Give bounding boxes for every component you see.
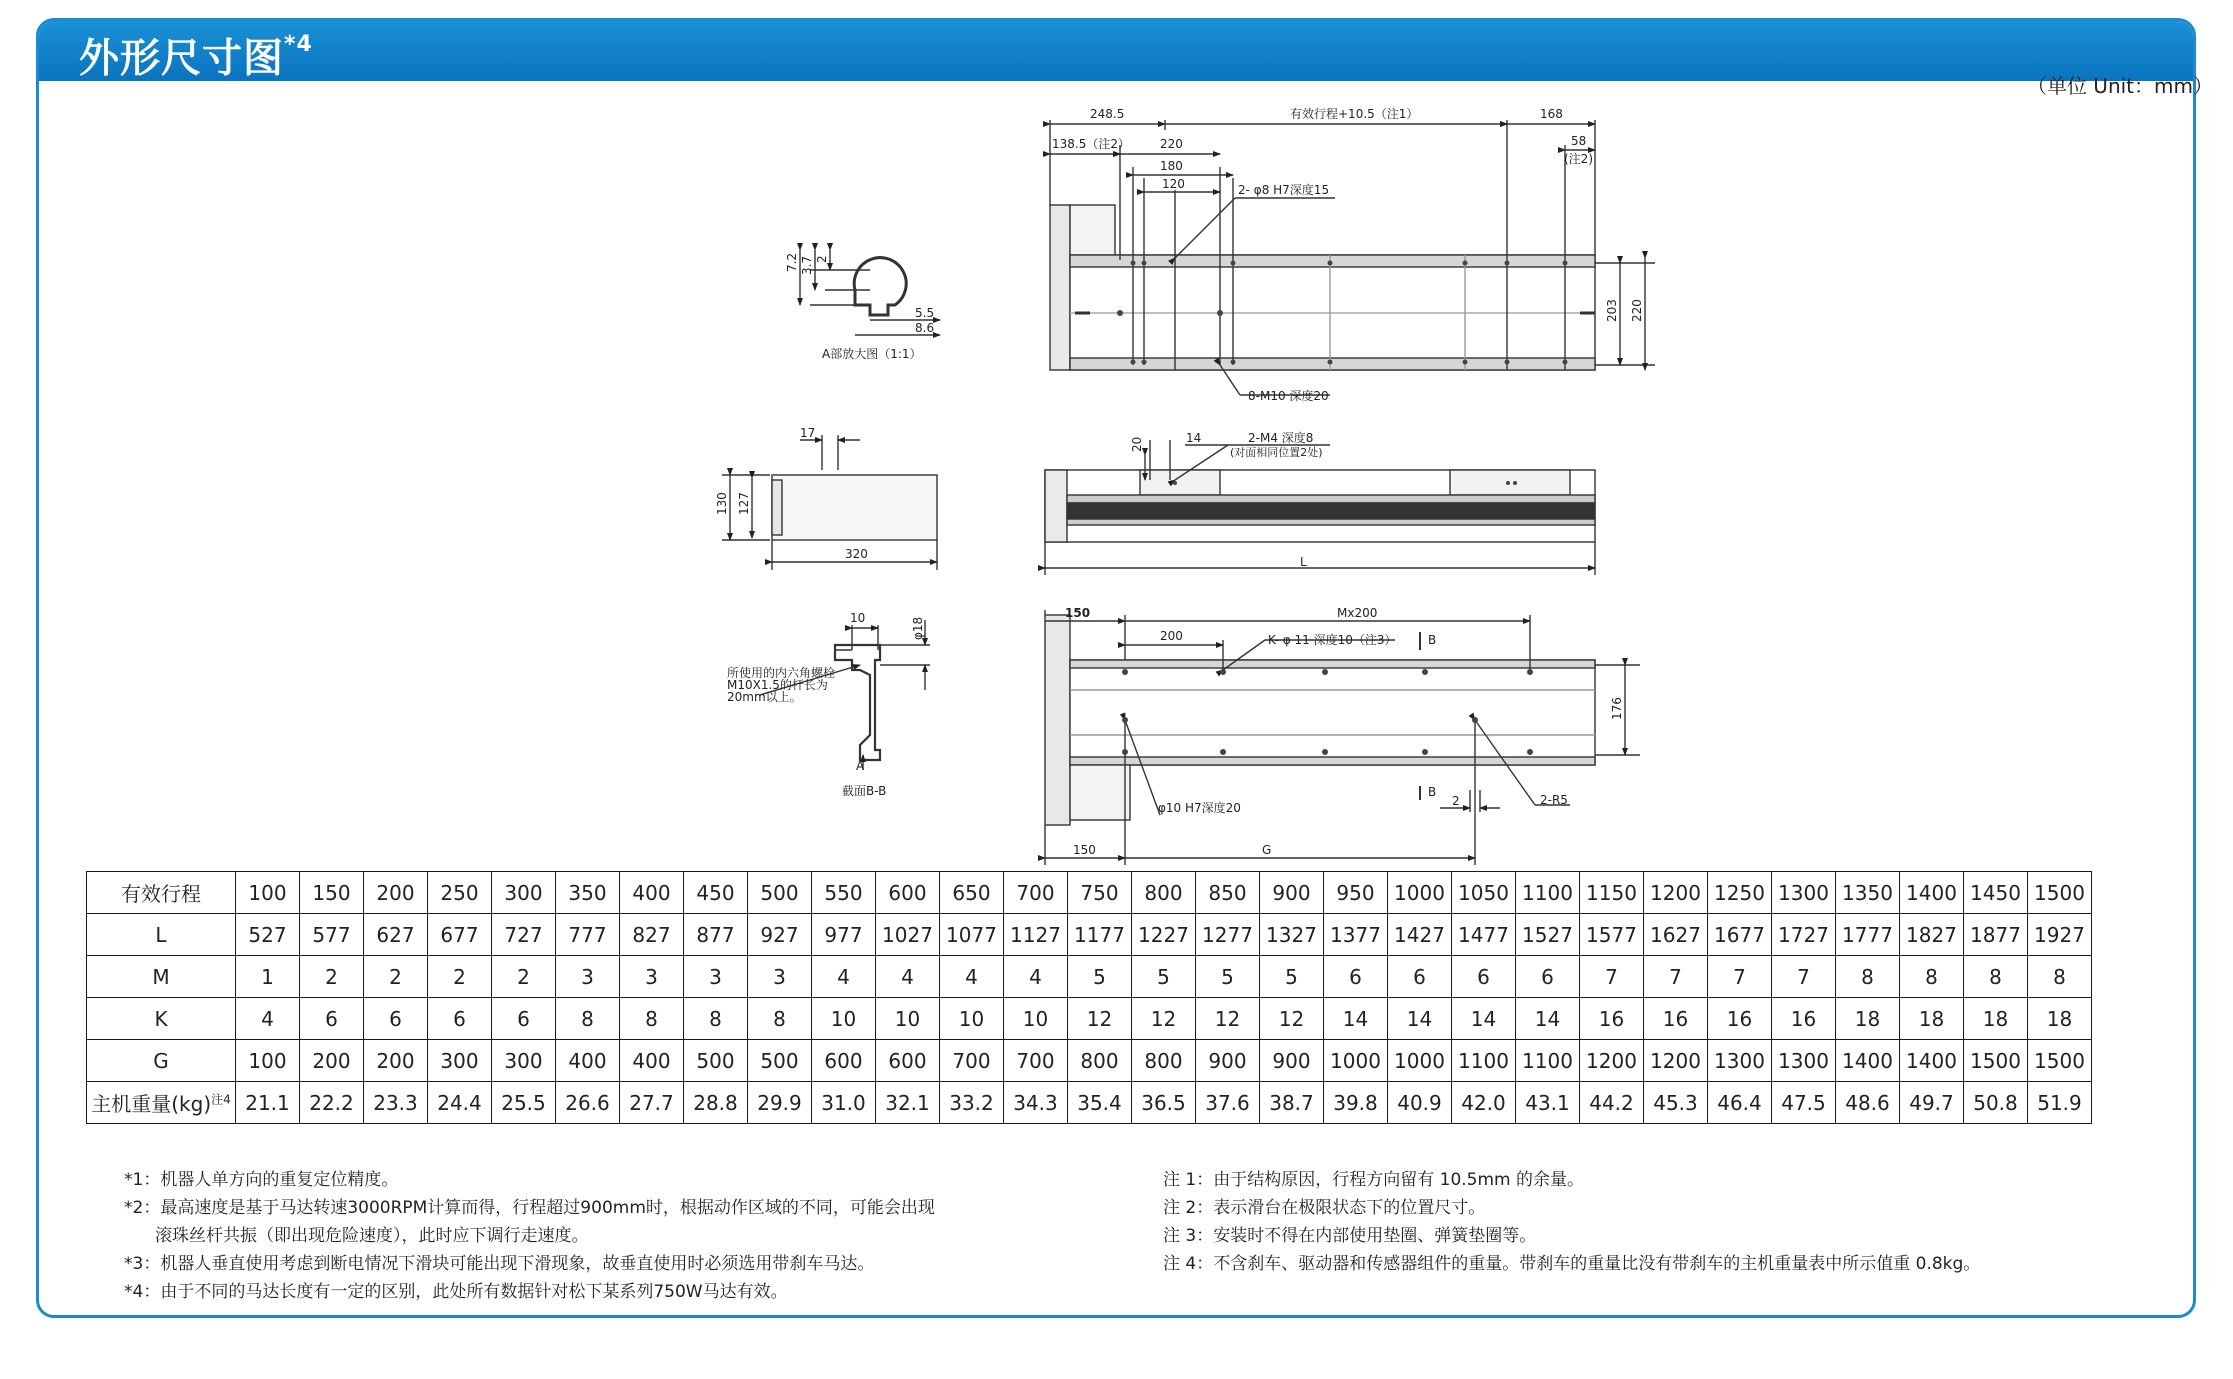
section-bb-caption: 截面B-B [842,784,887,798]
dim-220-side: 220 [1630,299,1644,322]
table-cell: 800 [1132,872,1196,914]
row-header: 有效行程 [87,872,236,914]
notes-left [124,1166,935,1306]
table-cell: 1000 [1388,1040,1452,1082]
table-cell: 2 [428,956,492,998]
dim-10: 10 [850,611,866,625]
table-cell: 1727 [1772,914,1836,956]
end-view [722,435,937,570]
table-cell: 25.5 [492,1082,556,1124]
dim-2: 2 [815,255,829,263]
table-cell: 3 [620,956,684,998]
table-cell: 450 [684,872,748,914]
dim-168: 168 [1540,107,1563,121]
table-cell: 400 [620,872,684,914]
table-cell: 43.1 [1516,1082,1580,1124]
table-cell: 1177 [1068,914,1132,956]
table-cell: 1300 [1708,1040,1772,1082]
table-cell: 7 [1708,956,1772,998]
table-cell: 1477 [1452,914,1516,956]
table-cell: 1927 [2028,914,2092,956]
table-cell: 23.3 [364,1082,428,1124]
tap-label: 8-M10 深度20 [1248,389,1329,403]
note-line: *4：由于不同的马达长度有一定的区别，此处所有数据针对松下某系列750W马达有效。 [124,1282,788,1302]
table-cell: 4 [940,956,1004,998]
table-cell: 7 [1644,956,1708,998]
table-cell: 18 [1964,998,2028,1040]
table-cell: 16 [1580,998,1644,1040]
table-cell: 38.7 [1260,1082,1324,1124]
table-cell: 12 [1068,998,1132,1040]
table-cell: 800 [1132,1040,1196,1082]
table-cell: 1400 [1900,872,1964,914]
table-cell: 400 [556,1040,620,1082]
note-line: 滚珠丝杆共振（即出现危险速度），此时应下调行走速度。 [155,1226,589,1246]
table-cell: 5 [1068,956,1132,998]
table-cell: 300 [428,1040,492,1082]
table-cell: 6 [1324,956,1388,998]
table-cell: 21.1 [236,1082,300,1124]
table-cell: 3 [748,956,812,998]
table-cell: 500 [684,1040,748,1082]
table-row [87,914,2092,956]
table-cell: 1227 [1132,914,1196,956]
table-cell: 50.8 [1964,1082,2028,1124]
table-cell: 977 [812,914,876,956]
row-header: L [87,914,236,956]
mark-a: A [856,759,865,773]
table-cell: 1027 [876,914,940,956]
table-cell: 32.1 [876,1082,940,1124]
table-cell: 16 [1644,998,1708,1040]
table-cell: 1500 [1964,1040,2028,1082]
row-header: G [87,1040,236,1082]
table-cell: 250 [428,872,492,914]
table-cell: 24.4 [428,1082,492,1124]
row-header: M [87,956,236,998]
table-cell: 700 [1004,872,1068,914]
table-cell: 34.3 [1004,1082,1068,1124]
table-cell: 8 [684,998,748,1040]
table-cell: 18 [1900,998,1964,1040]
table-cell: 777 [556,914,620,956]
table-cell: 1577 [1580,914,1644,956]
table-cell: 1450 [1964,872,2028,914]
table-row [87,956,2092,998]
pin-label: φ10 H7深度20 [1158,801,1241,815]
dim-150-bottom: 150 [1073,843,1096,857]
table-cell: 1377 [1324,914,1388,956]
table-cell: 900 [1260,1040,1324,1082]
unit-label: （单位 Unit：mm） [2026,74,2213,98]
table-cell: 16 [1708,998,1772,1040]
table-cell: 4 [876,956,940,998]
dim-stroke: 有效行程+10.5（注1） [1290,107,1419,121]
table-cell: 6 [1388,956,1452,998]
table-cell: 1100 [1452,1040,1516,1082]
table-cell: 750 [1068,872,1132,914]
bolt-note-1: 所使用的内六角螺栓 [727,666,836,680]
table-cell: 51.9 [2028,1082,2092,1124]
table-cell: 1150 [1580,872,1644,914]
table-cell: 1127 [1004,914,1068,956]
table-cell: 12 [1260,998,1324,1040]
table-cell: 35.4 [1068,1082,1132,1124]
table-cell: 8 [556,998,620,1040]
table-cell: 577 [300,914,364,956]
table-cell: 200 [300,1040,364,1082]
table-cell: 1200 [1580,1040,1644,1082]
dim-G: G [1262,843,1272,857]
footnote-mark: 注4 [211,1092,231,1107]
table-cell: 100 [236,872,300,914]
table-cell: 300 [492,872,556,914]
note-line: *3：机器人垂直使用考虑到断电情况下滑块可能出现下滑现象，故垂直使用时必须选用带刹车马达。 [124,1254,875,1274]
table-cell: 4 [812,956,876,998]
table-cell: 1277 [1196,914,1260,956]
table-cell: 44.2 [1580,1082,1644,1124]
table-cell: 1300 [1772,1040,1836,1082]
table-cell: 1500 [2028,872,2092,914]
table-cell: 1 [236,956,300,998]
table-cell: 18 [2028,998,2092,1040]
table-cell: 927 [748,914,812,956]
bolt-note-2: M10X1.5的杆长为 [727,678,828,692]
table-cell: 4 [1004,956,1068,998]
note-line: 注 4：不含刹车、驱动器和传感器组件的重量。带刹车的重量比没有带刹车的主机重量表中所示值重 0.8kg。 [1163,1254,1981,1274]
table-cell: 2 [364,956,428,998]
table-cell: 8 [1900,956,1964,998]
table-cell: 550 [812,872,876,914]
table-cell: 1000 [1388,872,1452,914]
dim-220-top: 220 [1160,137,1183,151]
table-cell: 14 [1452,998,1516,1040]
dim-7-2: 7.2 [785,252,799,272]
dim-130: 130 [715,492,729,515]
table-row [87,1040,2092,1082]
table-cell: 300 [492,1040,556,1082]
table-row [87,872,2092,914]
table-cell: 527 [236,914,300,956]
table-cell: 7 [1580,956,1644,998]
dim-176: 176 [1610,697,1624,720]
table-cell: 1100 [1516,1040,1580,1082]
table-cell: 6 [492,998,556,1040]
note-line: 注 1：由于结构原因，行程方向留有 10.5mm 的余量。 [1163,1170,1584,1190]
table-cell: 900 [1196,1040,1260,1082]
dim-127: 127 [737,492,751,515]
table-cell: 700 [940,1040,1004,1082]
mark-b2: B [1428,785,1437,799]
section-title: 外形尺寸图$^{*4}$ [79,32,313,82]
table-cell: 827 [620,914,684,956]
table-cell: 14 [1388,998,1452,1040]
table-cell: 1050 [1452,872,1516,914]
table-cell: 2 [492,956,556,998]
dim-58: 58 [1571,134,1587,148]
mark-b1: B [1428,633,1437,647]
dim-150-top: 150 [1065,606,1091,620]
dim-20: 20 [1130,436,1144,452]
table-cell: 2 [300,956,364,998]
table-cell: 10 [812,998,876,1040]
hole-label: 2- φ8 H7深度15 [1238,183,1330,197]
table-cell: 1400 [1900,1040,1964,1082]
table-cell: 29.9 [748,1082,812,1124]
table-cell: 727 [492,914,556,956]
table-cell: 5 [1132,956,1196,998]
table-cell: 1877 [1964,914,2028,956]
table-cell: 40.9 [1388,1082,1452,1124]
table-row [87,1082,2092,1124]
table-cell: 47.5 [1772,1082,1836,1124]
table-cell: 10 [940,998,1004,1040]
notes-right [1163,1166,1980,1278]
table-cell: 950 [1324,872,1388,914]
table-cell: 500 [748,872,812,914]
table-cell: 46.4 [1708,1082,1772,1124]
table-cell: 877 [684,914,748,956]
table-cell: 48.6 [1836,1082,1900,1124]
dim-248-5: 248.5 [1090,107,1125,121]
table-cell: 8 [2028,956,2092,998]
table-cell: 200 [364,872,428,914]
table-cell: 7 [1772,956,1836,998]
table-cell: 650 [940,872,1004,914]
table-cell: 400 [620,1040,684,1082]
dim-200: 200 [1160,629,1183,643]
table-cell: 3 [684,956,748,998]
table-cell: 4 [236,998,300,1040]
table-cell: 27.7 [620,1082,684,1124]
table-cell: 100 [236,1040,300,1082]
table-cell: 10 [1004,998,1068,1040]
dim-L: L [1300,555,1307,569]
table-cell: 1827 [1900,914,1964,956]
table-cell: 37.6 [1196,1082,1260,1124]
dim-203: 203 [1605,299,1619,322]
table-cell: 677 [428,914,492,956]
detail-a-caption: A部放大图（1:1） [822,347,922,361]
table-cell: 1500 [2028,1040,2092,1082]
table-cell: 5 [1260,956,1324,998]
table-cell: 14 [1324,998,1388,1040]
table-cell: 10 [876,998,940,1040]
table-cell: 627 [364,914,428,956]
title-footnote-mark: *4 [284,32,313,57]
note-line: 注 3：安装时不得在内部使用垫圈、弹簧垫圈等。 [1163,1226,1537,1246]
table-cell: 12 [1132,998,1196,1040]
table-cell: 22.2 [300,1082,364,1124]
table-row [87,998,2092,1040]
dim-14: 14 [1186,431,1202,445]
m4-note: (对面相同位置2处) [1230,446,1323,459]
table-cell: 42.0 [1452,1082,1516,1124]
m4-label: 2-M4 深度8 [1248,431,1314,445]
table-cell: 600 [812,1040,876,1082]
table-cell: 3 [556,956,620,998]
bottom-view [1045,610,1640,865]
table-cell: 18 [1836,998,1900,1040]
bolt-note-3: 20mm以上。 [727,690,802,704]
table-cell: 6 [300,998,364,1040]
table-cell: 14 [1516,998,1580,1040]
table-cell: 28.8 [684,1082,748,1124]
table-cell: 1677 [1708,914,1772,956]
table-cell: 1200 [1644,872,1708,914]
table-cell: 1077 [940,914,1004,956]
dim-120: 120 [1162,177,1185,191]
table-cell: 900 [1260,872,1324,914]
table-cell: 1327 [1260,914,1324,956]
dim-mx200: Mx200 [1337,606,1378,620]
dim-320: 320 [845,547,868,561]
table-cell: 6 [428,998,492,1040]
table-cell: 8 [1836,956,1900,998]
note-line: 注 2：表示滑台在极限状态下的位置尺寸。 [1163,1198,1486,1218]
table-cell: 6 [1516,956,1580,998]
table-cell: 700 [1004,1040,1068,1082]
table-cell: 6 [364,998,428,1040]
side-view [1045,440,1595,575]
table-cell: 36.5 [1132,1082,1196,1124]
table-cell: 200 [364,1040,428,1082]
table-cell: 8 [1964,956,2028,998]
table-cell: 1250 [1708,872,1772,914]
row-header: 主机重量(kg)$^{注4}$ [87,1082,236,1124]
r5-label: 2-R5 [1540,793,1568,807]
table-cell: 16 [1772,998,1836,1040]
note-line: *1：机器人单方向的重复定位精度。 [124,1170,399,1190]
table-cell: 8 [748,998,812,1040]
dim-5-5: 5.5 [915,306,935,320]
dim-180: 180 [1160,159,1183,173]
dim-phi18: φ18 [911,616,925,640]
row-header: K [87,998,236,1040]
table-cell: 600 [876,1040,940,1082]
table-cell: 12 [1196,998,1260,1040]
table-cell: 1300 [1772,872,1836,914]
table-cell: 350 [556,872,620,914]
table-cell: 1000 [1324,1040,1388,1082]
table-cell: 26.6 [556,1082,620,1124]
table-cell: 33.2 [940,1082,1004,1124]
table-cell: 600 [876,872,940,914]
table-cell: 1777 [1836,914,1900,956]
note2-mark: (注2) [1564,152,1593,166]
table-cell: 1627 [1644,914,1708,956]
note-line: *2：最高速度是基于马达转速3000RPM计算而得，行程超过900mm时，根据动作区域的不同，可能会出现 [124,1198,935,1218]
table-cell: 1350 [1836,872,1900,914]
table-cell: 6 [1452,956,1516,998]
dim-138-5: 138.5（注2） [1052,137,1130,151]
spec-table [86,871,2092,1124]
table-cell: 31.0 [812,1082,876,1124]
table-cell: 1100 [1516,872,1580,914]
k-label: K- φ 11 深度10（注3） [1268,633,1397,647]
table-cell: 1400 [1836,1040,1900,1082]
table-cell: 500 [748,1040,812,1082]
table-cell: 49.7 [1900,1082,1964,1124]
table-cell: 39.8 [1324,1082,1388,1124]
table-cell: 45.3 [1644,1082,1708,1124]
table-cell: 150 [300,872,364,914]
dim-2-bottom: 2 [1452,794,1460,808]
dim-17: 17 [800,426,816,440]
table-cell: 8 [620,998,684,1040]
dim-3-7: 3.7 [800,255,814,275]
table-cell: 800 [1068,1040,1132,1082]
dim-8-6: 8.6 [915,321,935,335]
table-cell: 1427 [1388,914,1452,956]
table-cell: 1200 [1644,1040,1708,1082]
table-cell: 1527 [1516,914,1580,956]
table-cell: 5 [1196,956,1260,998]
table-cell: 850 [1196,872,1260,914]
